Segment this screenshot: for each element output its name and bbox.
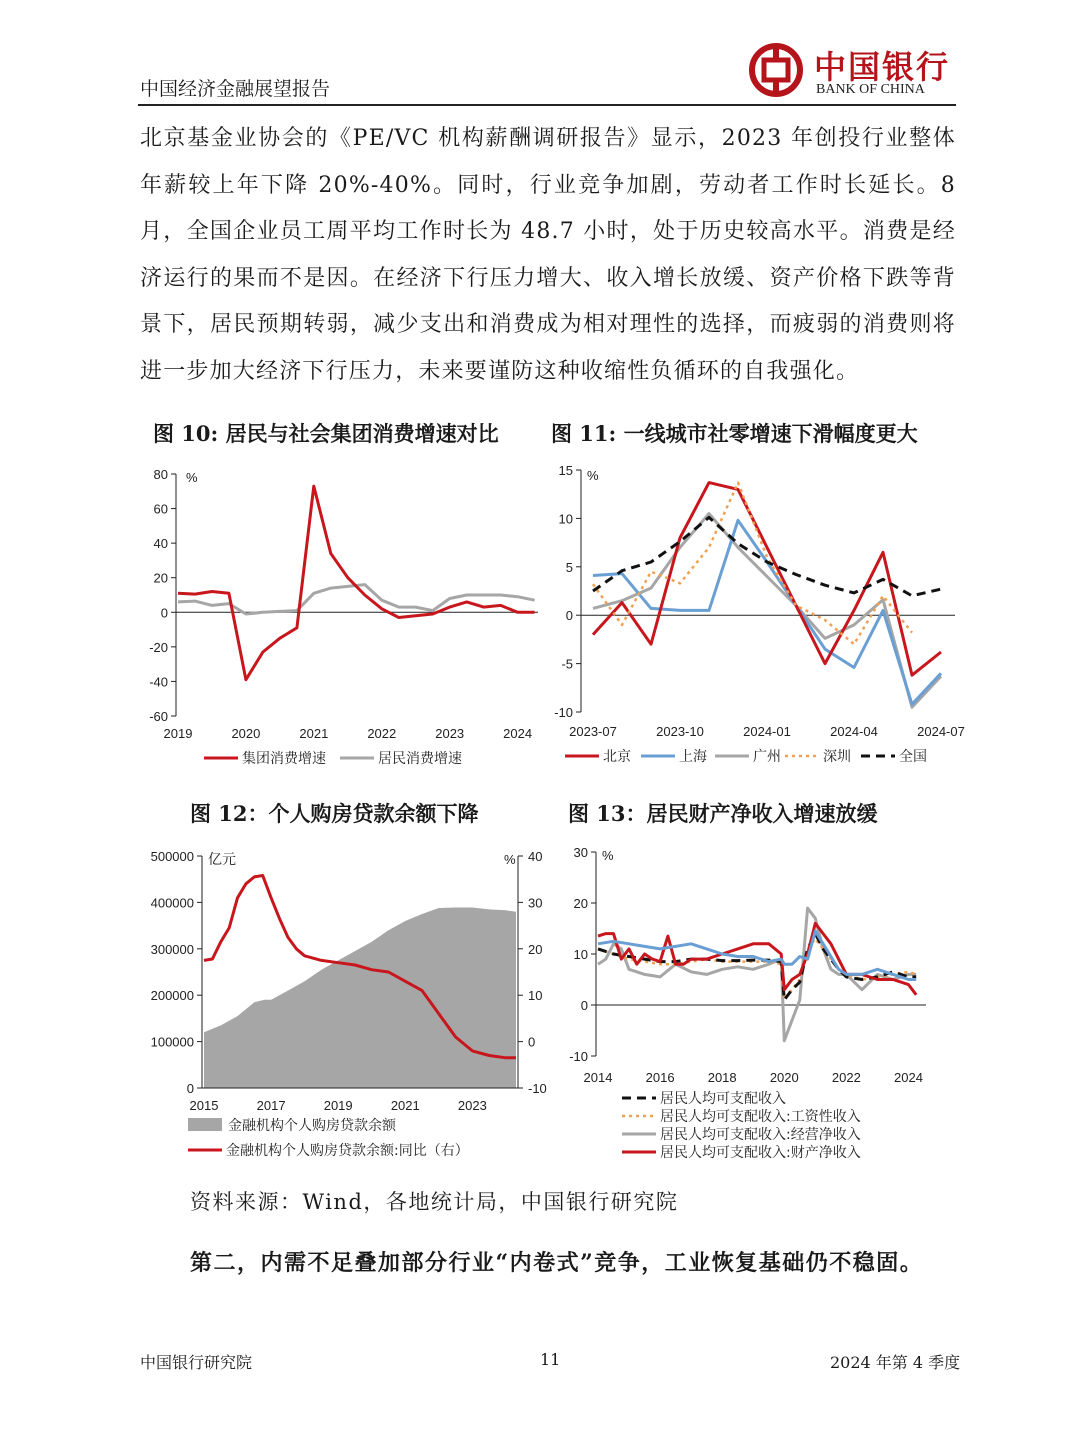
fig12-ytick-left-label: 200000 <box>150 988 194 1004</box>
fig12-ytick-right-label: 0 <box>528 1034 536 1050</box>
fig12-left-unit: 亿元 <box>208 852 236 868</box>
fig13-ytick-label: 30 <box>573 845 588 860</box>
fig13-legend-0-label: 居民人均可支配收入 <box>660 1091 786 1107</box>
fig13-ytick-label: 10 <box>573 947 588 962</box>
fig10-svg <box>140 460 550 780</box>
fig11-ytick-label: 5 <box>565 559 573 575</box>
fig10-ytick-label: 60 <box>153 501 168 517</box>
fig11-legend-2-label: 广州 <box>753 749 781 765</box>
header-rule <box>138 104 956 106</box>
fig11-svg <box>545 460 965 780</box>
fig10-legend-0-label: 集团消费增速 <box>242 751 326 767</box>
fig10-ytick-label: 0 <box>160 605 168 621</box>
fig13-unit-label: % <box>602 848 614 863</box>
fig10-xtick-label: 2020 <box>231 726 261 741</box>
document-title: 中国经济金融展望报告 <box>140 78 331 100</box>
fig11-legend-1-label: 上海 <box>679 749 707 765</box>
fig11-ytick-label: 15 <box>558 463 573 478</box>
fig10-ytick-label: -60 <box>149 709 168 724</box>
fig10-chart <box>140 460 550 780</box>
fig13-xtick-label: 2022 <box>831 1070 861 1085</box>
fig13-legend-2-label: 居民人均可支配收入:经营净收入 <box>660 1127 861 1143</box>
fig11-series-0 <box>593 483 941 676</box>
fig12-ytick-right-label: 20 <box>528 941 543 957</box>
fig11-title: 图 11: 一线城市社零增速下滑幅度更大 <box>551 421 918 446</box>
fig12-ytick-left-label: 300000 <box>150 941 194 957</box>
fig10-xtick-label: 2021 <box>299 726 329 741</box>
fig11-xtick-label: 2023-07 <box>569 724 617 739</box>
fig13-series-0 <box>598 908 916 1041</box>
fig12-svg <box>140 842 560 1172</box>
fig12-xtick-label: 2023 <box>457 1098 487 1113</box>
fig10-ytick-label: -20 <box>149 639 168 655</box>
fig13-legend-1-label: 居民人均可支配收入:工资性收入 <box>660 1109 861 1125</box>
fig12-legend-1-label: 金融机构个人购房贷款余额:同比（右） <box>226 1143 469 1159</box>
fig12-xtick-label: 2019 <box>323 1098 353 1113</box>
fig13-xtick-label: 2018 <box>707 1070 737 1085</box>
fig10-title: 图 10: 居民与社会集团消费增速对比 <box>153 421 499 446</box>
fig11-ytick-label: 0 <box>565 608 573 624</box>
fig13-svg <box>560 842 960 1172</box>
fig12-ytick-right-label: 10 <box>528 988 543 1004</box>
fig13-chart <box>560 842 960 1172</box>
fig10-xtick-label: 2024 <box>503 726 533 741</box>
fig12-ytick-left-label: 0 <box>186 1081 194 1096</box>
bank-of-china-emblem-icon <box>748 42 804 98</box>
fig11-xtick-label: 2024-01 <box>743 724 791 739</box>
fig12-title: 图 12：个人购房贷款余额下降 <box>190 801 479 826</box>
fig13-ytick-label: 0 <box>580 998 588 1013</box>
fig13-xtick-label: 2014 <box>583 1070 613 1085</box>
fig13-title: 图 13：居民财产净收入增速放缓 <box>568 801 878 826</box>
fig12-legend-0-label: 金融机构个人购房贷款余额 <box>228 1118 396 1134</box>
fig11-legend-3-label: 深圳 <box>823 749 851 765</box>
fig11-ytick-label: -5 <box>561 656 573 672</box>
body-paragraph: 北京基金业协会的《PE/VC 机构薪酬调研报告》显示，2023 年创投行业整体年薪较上年下降 20%-40%。同时，行业竞争加剧，劳动者工作时长延长。8 月，全国企业员工周平均工作时长为 48.7 小时，处于历史较高水平。消费是经济运行的果而不是因。在经济下行压力增大、收入增长放缓、资产价格下跌等背景下，居民预期转弱，减少支出和消费成为相对理性的选择，而疲弱的消费则将进一步加大经济下行压力，未来要谨防这种收缩性负循环的自我强化。 <box>140 126 956 384</box>
fig10-xtick-label: 2022 <box>367 726 397 741</box>
fig12-legend-0-swatch <box>188 1118 222 1131</box>
fig10-ytick-label: 80 <box>153 467 168 482</box>
fig12-ytick-right-label: 40 <box>528 849 543 864</box>
fig10-unit-label: % <box>186 470 198 485</box>
brand-name-en: BANK OF CHINA <box>816 82 925 97</box>
fig13-ytick-label: -10 <box>569 1049 588 1064</box>
fig11-ytick-label: -10 <box>554 705 573 720</box>
fig12-right-unit: % <box>504 852 516 867</box>
fig12-area-series <box>204 908 516 1089</box>
fig11-chart <box>545 460 965 780</box>
fig11-xtick-label: 2024-04 <box>830 724 878 739</box>
fig12-xtick-label: 2021 <box>390 1098 420 1113</box>
fig11-ytick-label: 10 <box>558 511 573 527</box>
bank-logo <box>748 42 958 100</box>
fig10-xtick-label: 2023 <box>435 726 465 741</box>
fig11-series-2 <box>593 514 941 708</box>
fig13-xtick-label: 2020 <box>769 1070 799 1085</box>
brand-name-cn: 中国银行 <box>814 48 951 86</box>
fig10-series-0 <box>178 486 535 680</box>
fig10-xtick-label: 2019 <box>163 726 193 741</box>
source-note: 资料来源：Wind，各地统计局，中国银行研究院 <box>190 1190 679 1214</box>
fig11-legend-4-label: 全国 <box>899 749 927 765</box>
fig13-ytick-label: 20 <box>573 896 588 911</box>
fig12-ytick-right-label: 30 <box>528 895 543 911</box>
fig13-xtick-label: 2024 <box>894 1070 923 1085</box>
fig13-xtick-label: 2016 <box>645 1070 675 1085</box>
fig11-xtick-label: 2023-10 <box>656 724 704 739</box>
page-number: 11 <box>540 1350 561 1369</box>
fig12-ytick-left-label: 400000 <box>150 895 194 911</box>
fig12-xtick-label: 2015 <box>189 1098 219 1113</box>
footer-left: 中国银行研究院 <box>140 1353 253 1372</box>
fig10-ytick-label: -40 <box>149 674 168 690</box>
fig12-ytick-left-label: 500000 <box>150 849 194 864</box>
fig10-ytick-label: 40 <box>153 536 168 552</box>
fig12-xtick-label: 2017 <box>256 1098 286 1113</box>
fig13-legend-3-label: 居民人均可支配收入:财产净收入 <box>660 1145 861 1161</box>
fig10-ytick-label: 20 <box>153 570 168 586</box>
fig11-unit-label: % <box>587 468 599 483</box>
footer-right: 2024 年第 4 季度 <box>830 1353 961 1372</box>
fig10-legend-1-label: 居民消费增速 <box>378 751 462 767</box>
fig12-chart <box>140 842 560 1172</box>
fig11-xtick-label: 2024-07 <box>917 724 965 739</box>
fig12-ytick-right-label: -10 <box>528 1081 547 1096</box>
section-point: 第二，内需不足叠加部分行业“内卷式”竞争，工业恢复基础仍不稳固。 <box>190 1250 924 1276</box>
fig11-legend-0-label: 北京 <box>603 749 631 765</box>
fig12-ytick-left-label: 100000 <box>150 1034 194 1050</box>
